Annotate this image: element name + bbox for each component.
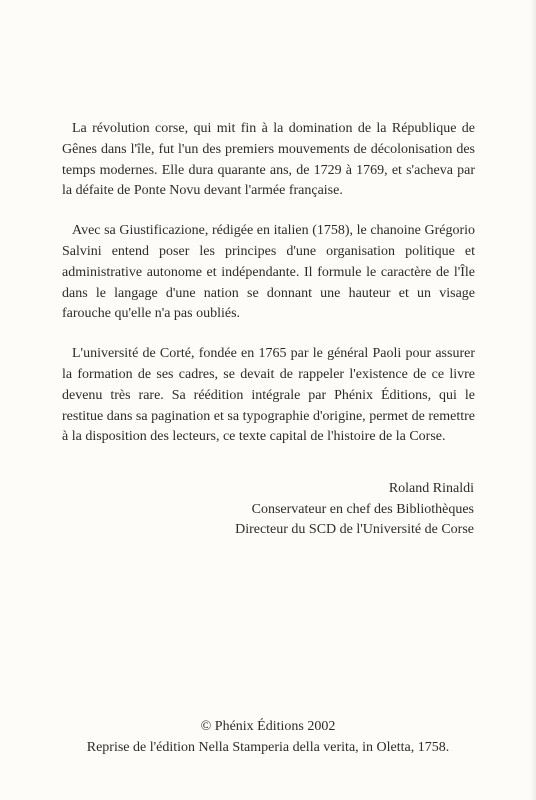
paragraph-revolution: La révolution corse, qui mit fin à la domination de la République de Gênes dans l'île, fut l'un des premiers mouvements de décolonisation des temps modernes. Elle dura quarante ans, de 1729 à 1769, et s'acheva par la défaite de Ponte Novu devant l'armée française. xyxy=(62,121,475,199)
signature-block xyxy=(235,479,474,541)
signature-name: Roland Rinaldi xyxy=(388,481,474,496)
reprint-line: Reprise de l'édition Nella Stamperia della verita, in Oletta, 1758. xyxy=(86,740,450,755)
page-edge-shadow xyxy=(530,0,536,800)
paragraph-universite: L'université de Corté, fondée en 1765 par le général Paoli pour assurer la formation de ses cadres, se devait de rappeler l'existence de ce livre devenu très rare. Sa réédition intégrale par Phénix Éditions, qui le restitue dans sa pagination et sa typographie d'origine, permet de remettre à la disposition des lecteurs, ce texte capital de l'histoire de la Corse. xyxy=(62,346,475,445)
paragraph-giustificazione: Avec sa Giustificazione, rédigée en italien (1758), le chanoine Grégorio Salvini entend poser les principes d'une organisation politique et administrative autonome et indépendante. Il formule le caractère de l'Île dans le langage d'une nation se donnant une hauteur et un visage farouche qu'elle n'a pas oubliés. xyxy=(62,223,475,322)
preface-text xyxy=(62,119,475,467)
signature-position: Directeur du SCD de l'Université de Corse xyxy=(235,522,474,537)
copyright-line: © Phénix Éditions 2002 xyxy=(200,719,336,734)
publisher-footer xyxy=(0,716,536,758)
signature-role: Conservateur en chef des Bibliothèques xyxy=(251,501,474,517)
